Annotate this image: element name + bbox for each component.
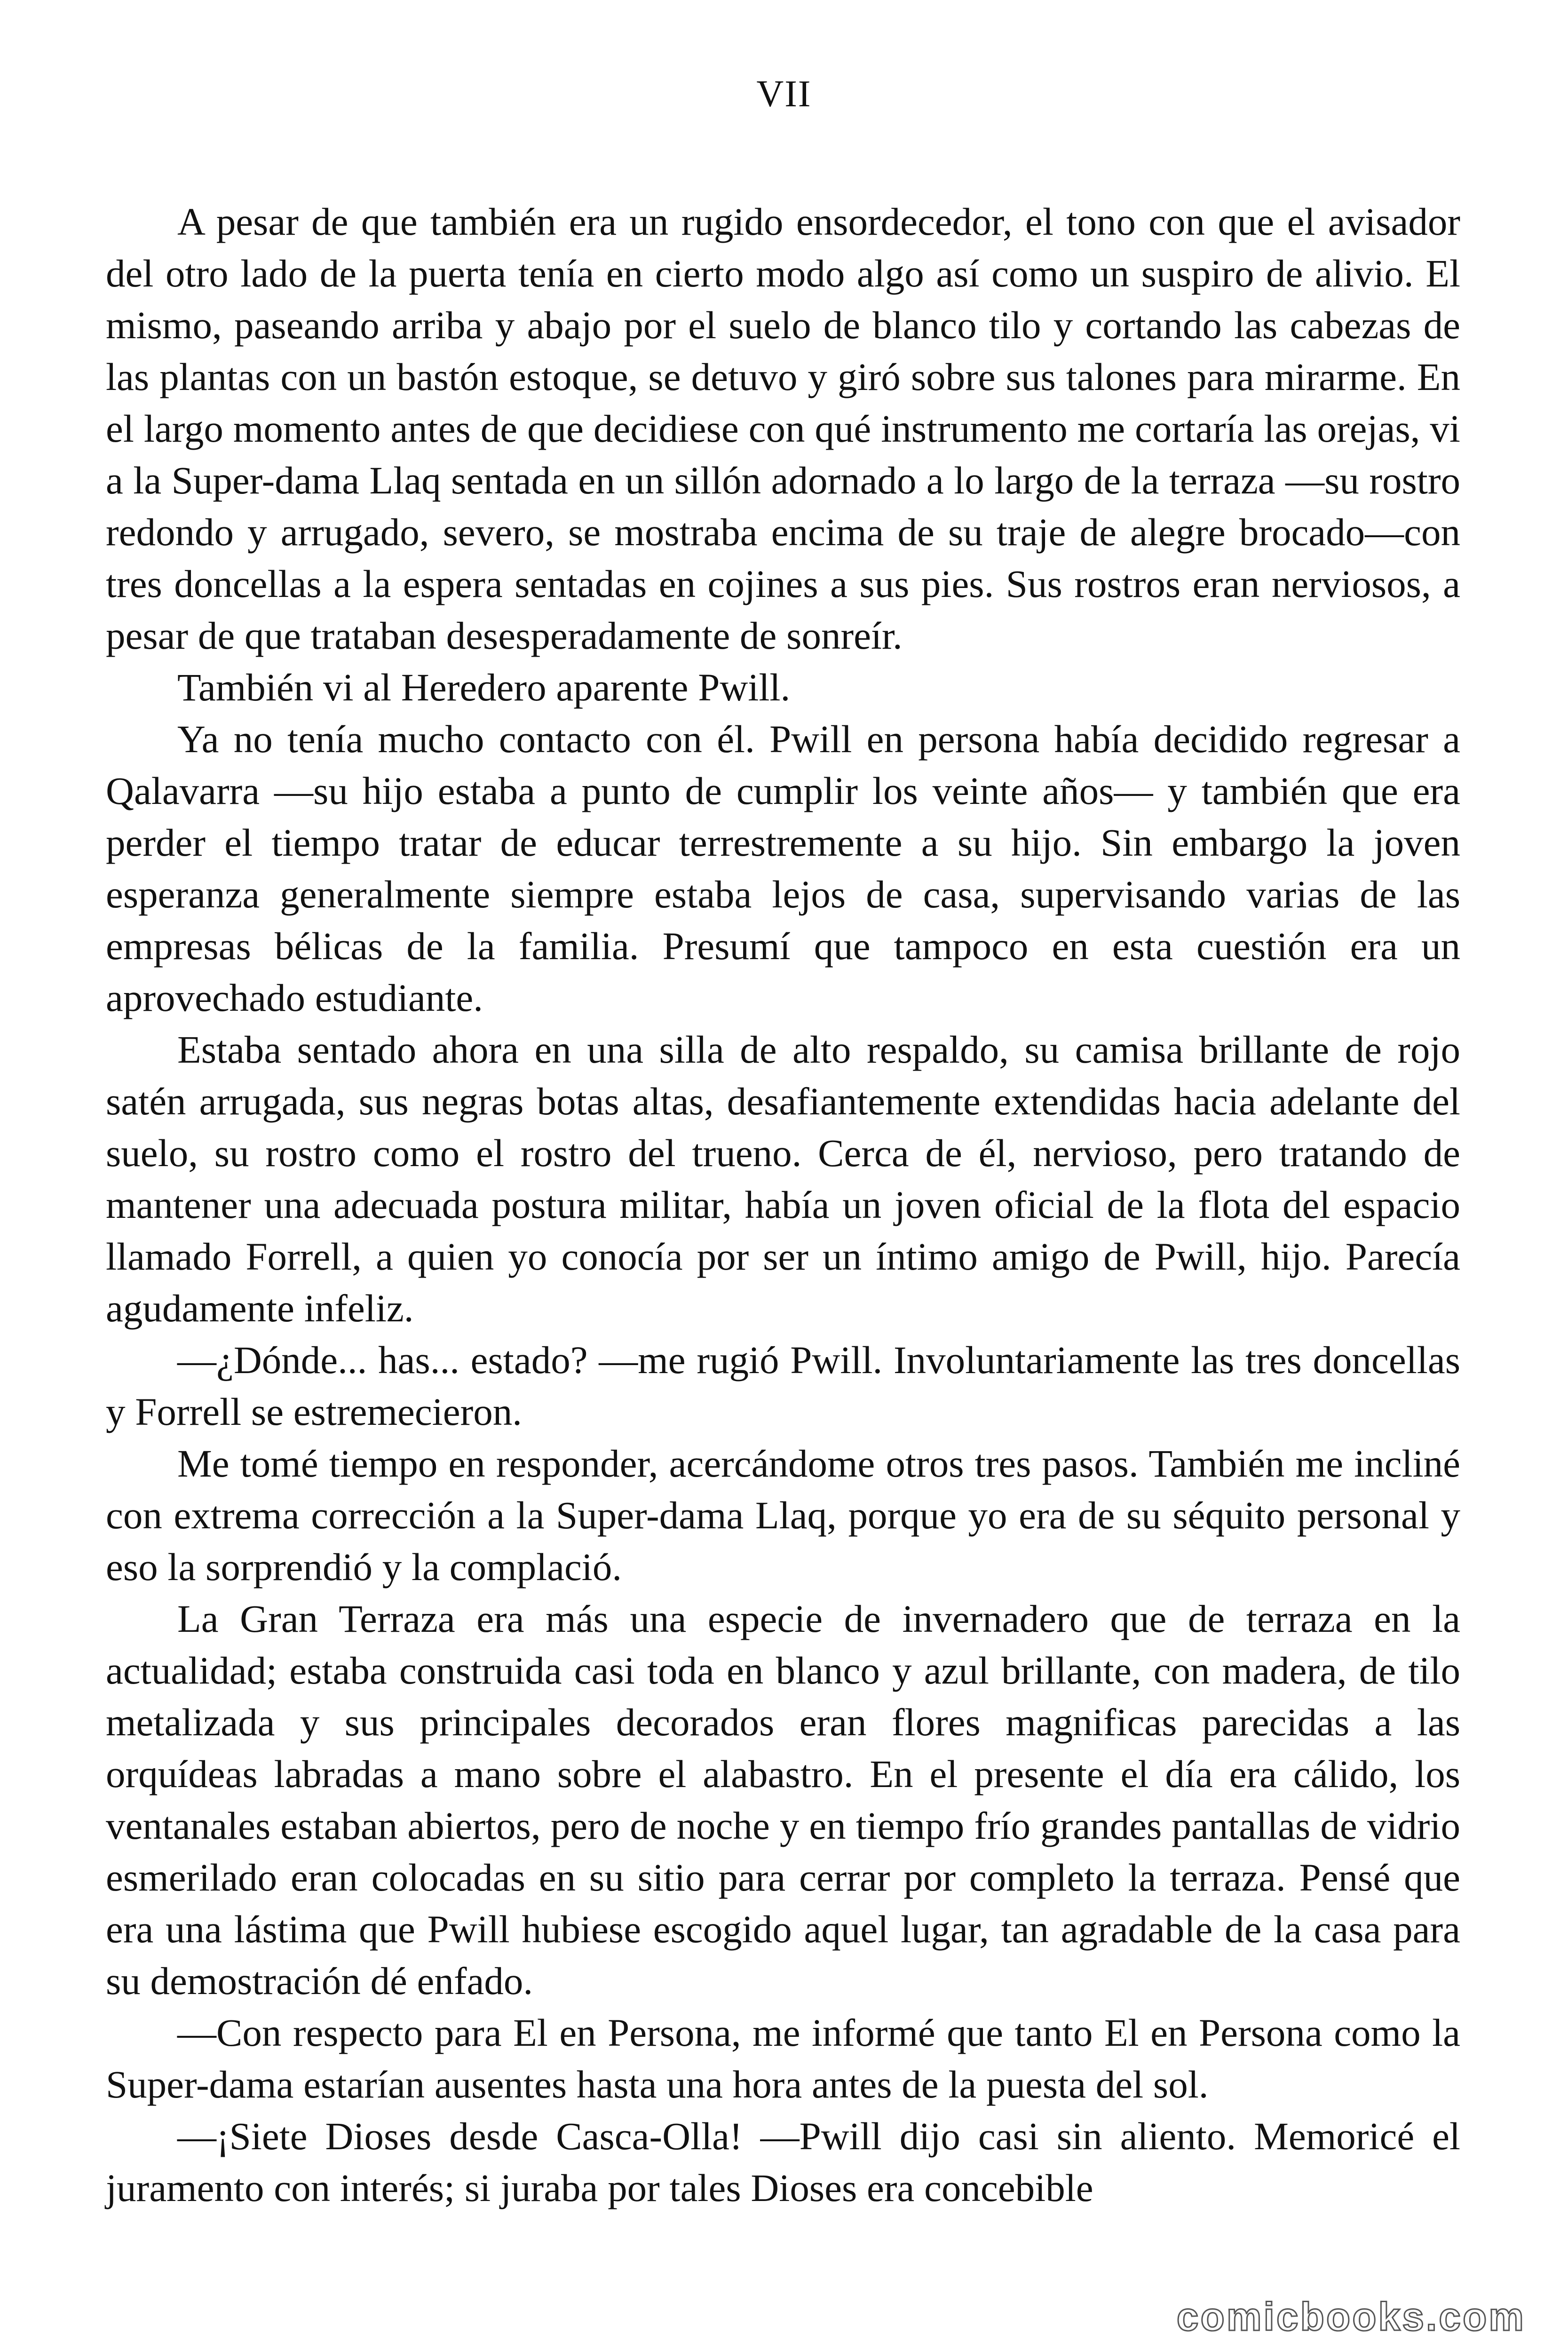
- paragraph: A pesar de que también era un rugido ensordecedor, el tono con que el avisador del otro lado de la puerta tenía en cierto modo algo así como un suspiro de alivio. El mismo, paseando arriba y abajo por el suelo de blanco tilo y cortando las cabezas de las plantas con un bastón estoque, se detuvo y giró sobre sus talones para mirarme. En el largo momento antes de que decidiese con qué instrumento me cortaría las orejas, vi a la Super-dama Llaq sentada en un sillón adornado a lo largo de la terraza —su rostro redondo y arrugado, severo, se mostraba encima de su traje de alegre brocado—con tres doncellas a la espera sentadas en cojines a sus pies. Sus rostros eran nerviosos, a pesar de que trataban desesperadamente de sonreír.: [106, 200, 1460, 657]
- chapter-heading: VII: [756, 73, 812, 115]
- paragraph: Me tomé tiempo en responder, acercándome otros tres pasos. También me incliné con extrema corrección a la Super-dama Llaq, porque yo era de su séquito personal y eso la sorprendió y la complació.: [106, 1442, 1460, 1589]
- watermark: comicbooks.com: [1176, 2295, 1526, 2339]
- paragraph: —¿Dónde... has... estado? —me rugió Pwill. Involuntariamente las tres doncellas y Forrell se estremecieron.: [106, 1338, 1460, 1433]
- body-text: [106, 196, 1460, 2214]
- paragraph: —¡Siete Dioses desde Casca-Olla! —Pwill dijo casi sin aliento. Memoricé el juramento con interés; si juraba por tales Dioses era concebible: [106, 2114, 1460, 2209]
- paragraph: La Gran Terraza era más una especie de invernadero que de terraza en la actualidad; estaba construida casi toda en blanco y azul brillante, con madera, de tilo metalizada y sus principales decorados eran flores magnificas parecidas a las orquídeas labradas a mano sobre el alabastro. En el presente el día era cálido, los ventanales estaban abiertos, pero de noche y en tiempo frío grandes pantallas de vidrio esmerilado eran colocadas en su sitio para cerrar por completo la terraza. Pensé que era una lástima que Pwill hubiese escogido aquel lugar, tan agradable de la casa para su demostración dé enfado.: [106, 1597, 1460, 2002]
- paragraph: También vi al Heredero aparente Pwill.: [177, 666, 791, 709]
- paragraph: Ya no tenía mucho contacto con él. Pwill en persona había decidido regresar a Qalavarra —su hijo estaba a punto de cumplir los veinte años— y también que era perder el tiempo tratar de educar terrestremente a su hijo. Sin embargo la joven esperanza generalmente siempre estaba lejos de casa, supervisando varias de las empresas bélicas de la familia. Presumí que tampoco en esta cuestión era un aprovechado estudiante.: [106, 717, 1460, 1019]
- paragraph: Estaba sentado ahora en una silla de alto respaldo, su camisa brillante de rojo satén arrugada, sus negras botas altas, desafiantemente extendidas hacia adelante del suelo, su rostro como el rostro del trueno. Cerca de él, nervioso, pero tratando de mantener una adecuada postura militar, había un joven oficial de la flota del espacio llamado Forrell, a quien yo conocía por ser un íntimo amigo de Pwill, hijo. Parecía agudamente infeliz.: [106, 1028, 1460, 1330]
- paragraph: —Con respecto para El en Persona, me informé que tanto El en Persona como la Super-dama estarían ausentes hasta una hora antes de la puesta del sol.: [106, 2011, 1460, 2106]
